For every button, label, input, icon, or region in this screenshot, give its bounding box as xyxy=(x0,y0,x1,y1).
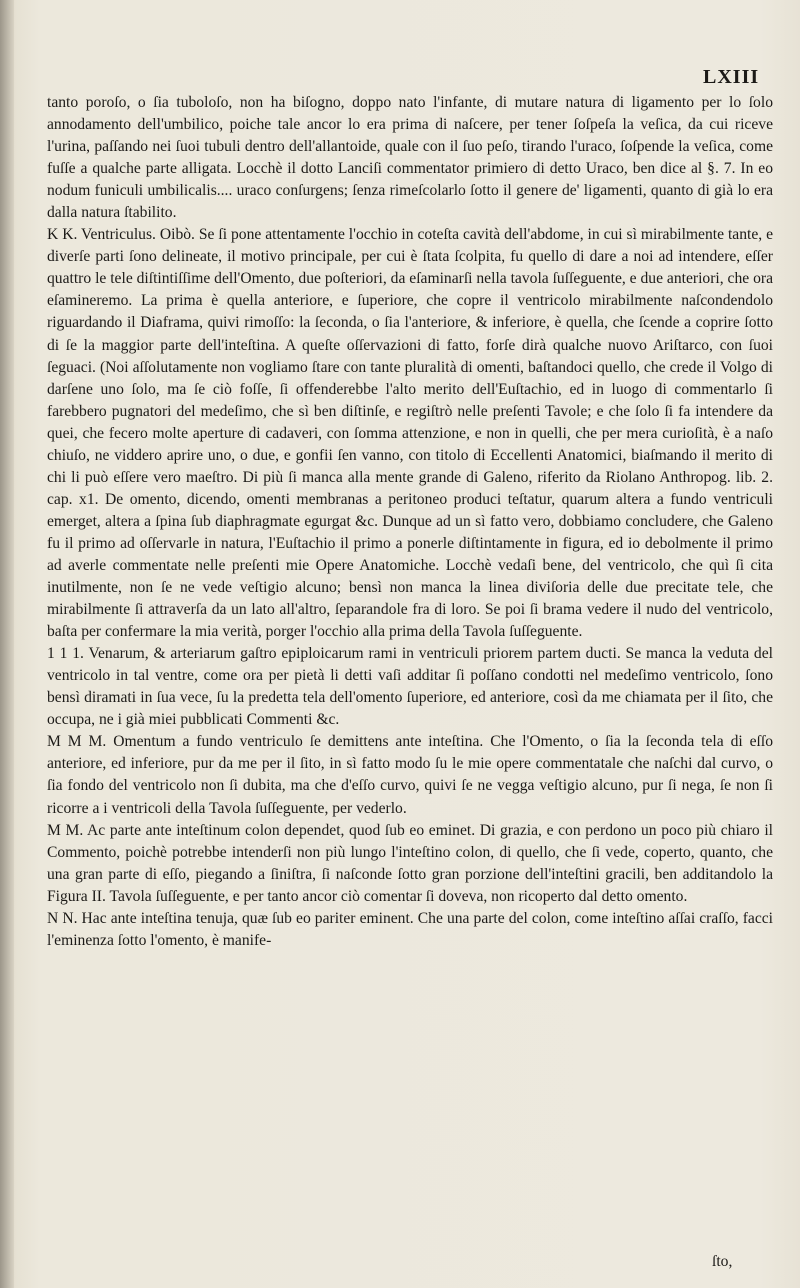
paragraph-kk-ventriculus: K K. Ventriculus. Oibò. Se ſi pone attentamente l'occhio in coteſta cavità dell'abdome, in cui sì mirabilmente tante, e diverſe parti ſono delineate, il motivo principale, per cui è ſtata ſcolpita, fu quello di dare a noi ad intendere, eſſer quattro le tele diſtintiſſime dell'Omento, due poſteriori, da eſaminarſi nella tavola ſuſſeguente, e due anteriori, che ora eſamineremo. La prima è quella anteriore, e ſuperiore, che copre il ventricolo mirabilmente naſcondendolo riguardando il Diaframa, quivi rimoſſo: la ſeconda, o ſia l'anteriore, & inferiore, è quella, che ſcende a coprire ſotto di ſe la maggior parte dell'inteſtina. A queſte oſſervazioni di fatto, forſe dirà qualche nuovo Ariſtarco, con ſuoi ſeguaci. (Noi aſſolutamente non vogliamo ſtare con tante pluralità di omenti, baſtandoci quello, che crede il Volgo di darſene uno ſolo, ma ſe ciò foſſe, ſi offenderebbe l'alto merito dell'Euſtachio, ed in luogo di commentarlo ſi farebbero pugnatori del medeſimo, che sì ben diſtinſe, e regiſtrò nelle preſenti Tavole; e che ſolo ſi fa intendere da quei, che fecero molte aperture di cadaveri, con ſomma attenzione, e non in quelli, che per mera curioſità, è a naſo chiuſo, ne viddero aprire uno, o due, e gonfii ſen vanno, con titolo di Eccellenti Anatomici, biaſmando il merito di chi li può eſſere vero maeſtro. Di più ſi manca alla mente grande di Galeno, riferito da Riolano Anthropog. lib. 2. cap. x1. De omento, dicendo, omenti membranas a peritoneo produci teſtatur, quarum altera a fundo ventriculi emerget, altera a ſpina ſub diaphragmate egurgat &c. Dunque ad un sì fatto vero, dobbiamo concludere, che Galeno fu il primo ad oſſervarle in natura, l'Euſtachio il primo a ponerle diſtintamente in figura, ed io debolmente il primo ad averle commentate nelle preſenti mie Opere Anatomiche. Locchè vedaſi bene, del ventricolo, che quì ſi cita inutilmente, non ſe ne vede veſtigio alcuno; bensì non manca la linea diviſoria delle due precitate tele, che mirabilmente ſi attraverſa da un lato all'altro, ſeparandole fra di loro. Se poi ſi brama vedere il nudo del ventricolo, baſta per confermare la mia verità, porger l'occhio alla prima della Tavola ſuſſeguente. xyxy=(47,226,773,641)
body-text xyxy=(47,92,773,952)
paragraph-mmm-omentum: M M M. Omentum a fundo ventriculo ſe demittens ante inteſtina. Che l'Omento, o ſia la ſeconda tela di eſſo anteriore, ed inferiore, pur da me per il ſito, in sì fatto modo ſu le mie opere commentatale che naſchi dal curvo, o ſia fondo del ventricolo non ſi dubita, ma che d'eſſo curvo, quivi ſe ne vegga veſtigio alcuno, pur ſi nega, ſe non ſi ricorre a i ventricoli della Tavola ſuſſeguente, per vederlo. xyxy=(47,733,773,817)
paragraph-nn-intestina: N N. Hac ante inteſtina tenuja, quæ ſub eo pariter eminent. Che una parte del colon, come inteſtino aſſai craſſo, facci l'eminenza ſotto l'omento, è manife- xyxy=(47,909,773,949)
catchword: ſto, xyxy=(712,1253,733,1270)
page-binding-shadow xyxy=(0,0,14,1288)
paragraph-uraco: tanto poroſo, o ſia tuboloſo, non ha biſogno, doppo nato l'infante, di mutare natura di ligamento per lo ſolo annodamento dell'umbilico, poiche tale ancor lo era prima di naſcere, per tener ſoſpeſa la veſica, da cui riceve l'urina, paſſando nei ſuoi tubuli dentro dell'allantoide, quale con il ſuo peſo, tirando l'uraco, ſoſpende la veſica, come fuſſe a qualche parte alligata. Locchè il dotto Lanciſi commentator primiero di detto Uraco, ben dice al §. 7. In eo nodum funiculi umbilicalis.... uraco conſurgens; ſenza rimeſcolarlo ſotto il genere de' ligamenti, quanto di già lo era dalla natura ſtabilito. xyxy=(47,94,773,222)
paragraph-mm-colon: M M. Ac parte ante inteſtinum colon dependet, quod ſub eo eminet. Di grazia, e con perdono un poco più chiaro il Commento, poichè potrebbe intenderſi non più lungo l'inteſtino colon, di quello, che ſi vede, coperto, quanto, che una gran parte di eſſo, piegando a ſiniſtra, ſi naſconde ſotto gran porzione dell'inteſtini gracili, ben additandolo la Figura II. Tavola ſuſſeguente, e per tanto ancor ciò comentar ſi doveva, non ricoperto dal detto omento. xyxy=(47,821,773,905)
page-number: LXIII xyxy=(703,66,760,88)
paragraph-venarum: 1 1 1. Venarum, & arteriarum gaſtro epiploicarum rami in ventriculi priorem partem ducti. Se manca la veduta del ventricolo in tal ventre, come ora per pietà li detti vaſi additar ſi poſſano condotti nel medeſimo ventricolo, ſono bensì diramati in ſua vece, ſu la predetta tela dell'omento ſuperiore, ed anteriore, così da me chiamata per il ſito, che occupa, ne i già miei pubblicati Commenti &c. xyxy=(47,645,773,729)
